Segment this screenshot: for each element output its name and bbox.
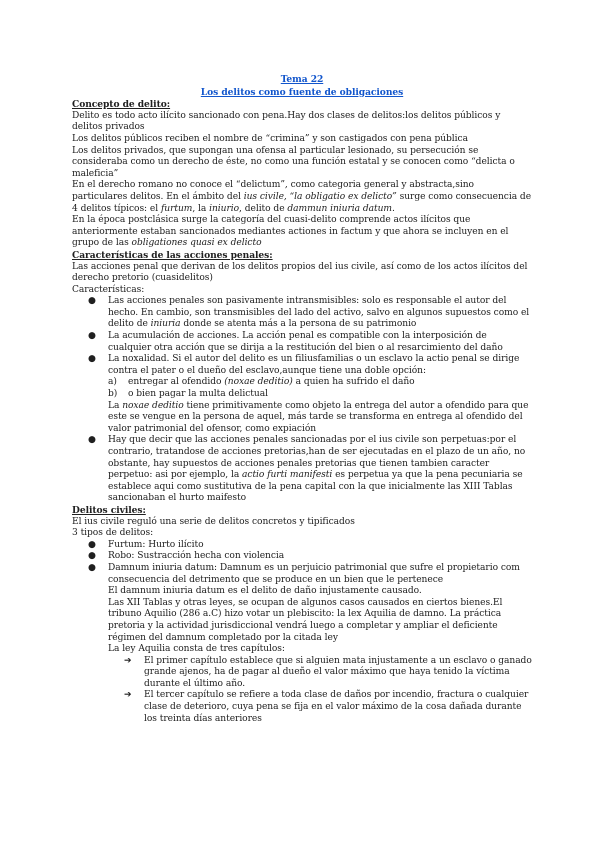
paragraph-label: Características:: [72, 284, 145, 295]
paragraph: El damnum iniuria datum es el delito de daño injustamente causado.: [108, 586, 422, 597]
document-page: [72, 74, 532, 725]
paragraph: Delito es todo acto ilícito sancionado con pena.Hay dos clases de delitos:los delitos públicos y delitos privados: [72, 110, 501, 133]
arrow-icon: ➔: [124, 690, 132, 701]
bullet-icon: ●: [88, 551, 96, 562]
list-item: ● Las acciones penales son pasivamente intransmisibles: solo es responsable el autor del hecho. En cambio, son transmisibles del lado del activo, salvo en algunos supuestos como el delito de iniuria donde se atenta más a la persona de su patrimonio: [88, 296, 530, 330]
list-item: ● Damnum iniuria datum: Damnum es un perjuicio patrimonial que sufre el propietario com consecuencia del detrimento que se produce en un bien que le pertenece: [88, 562, 520, 585]
paragraph: Los delitos públicos reciben el nombre de “crimina” y son castigados con pena pública: [72, 133, 468, 144]
paragraph: Las XII Tablas y otras leyes, se ocupan de algunos casos causados en ciertos bienes.El tribuno Aquilio (286 a.C) hizo votar un plebiscito: la lex Aquilia de damno. La práctica pretoria y la actividad jurisdiccional vendrá luego a completar y ampliar el deficiente régimen del damnum completado por la citada ley: [108, 597, 503, 643]
sub-item: b) o bien pagar la multa delictual: [108, 389, 268, 400]
paragraph: Los delitos privados, que supongan una ofensa al particular lesionado, su persecución se consideraba como un derecho de éste, no como una función estatal y se conocen como “delicta o maleficia”: [72, 145, 515, 179]
bullet-list: [72, 435, 532, 505]
bullet-icon: ●: [88, 354, 96, 365]
arrow-item: ➔ El primer capítulo establece que si alguien mata injustamente a un esclavo o ganado grande ajenos, ha de pagar al dueño el valor máximo que haya tenido la víctima durante el último año.: [124, 655, 532, 689]
bullet-icon: ●: [88, 539, 96, 550]
paragraph: En el derecho romano no conoce el “delictum”, como categoria general y abstracta,sino particulares delitos. En el ámbito del ius civile, “la obligatio ex delicto” surge como consecuencia de 4 delitos típicos: el furtum, la iniurio, delito de dammun iniuria datum.: [72, 180, 532, 214]
paragraph: La noxae deditio tiene primitivamente como objeto la entrega del autor a ofendido para que este se vengue en la persona de aquel, más tarde se transforma en entrega al ofendido del valor patrimonial del ofensor, como expiación: [108, 400, 529, 434]
bullet-list: [72, 540, 532, 586]
list-item: ● La noxalidad. Si el autor del delito es un filiusfamilias o un esclavo la actio penal se dirige contra el pater o el dueño del esclavo,aunque tiene una doble opción:: [88, 354, 520, 376]
list-item: ● Robo: Sustracción hecha con violencia: [88, 551, 285, 562]
title-line-1[interactable]: Tema 22: [280, 74, 324, 85]
paragraph: La ley Aquilia consta de tres capítulos:: [108, 644, 285, 655]
arrow-item: ➔ El tercer capítulo se refiere a toda clase de daños por incendio, fractura o cualquier clase de deterioro, cuya pena se fija en el valor máximo de la cosa dañada durante los treinta días anteriores: [124, 690, 529, 724]
title-line-2[interactable]: Los delitos como fuente de obligaciones: [200, 86, 404, 98]
paragraph: Las acciones penal que derivan de los delitos propios del ius civile, así como de los actos ilícitos del derecho pretorio (cuasidelitos): [72, 261, 528, 284]
section-heading-caracteristicas: Características de las acciones penales:: [72, 249, 273, 261]
paragraph: En la época postclásica surge la categoría del cuasi-delito comprende actos ilícitos que anteriormente estaban sancionados mediantes actiones in factum y que ahora se incluyen en el grupo de las obligationes quasi ex delicto: [72, 215, 509, 249]
list-item: ● Hay que decir que las acciones penales sancionadas por el ius civile son perpetuas:por el contrario, tratandose de acciones pretorias,han de ser ejecutadas en el plazo de un año, no obstante, hay supuestos de acciones penales pretorias que tienen tambien caracter perpetuo: asi por ejemplo, la actio furti manifesti es perpetua ya que la pena pecuniaria se establece aqui como sustitutiva de la pena capital con la que inicialmente las XIII Tablas sancionaban el hurto maifesto: [88, 435, 526, 504]
bullet-icon: ●: [88, 331, 96, 342]
list-item: ● Furtum: Hurto ilícito: [88, 539, 204, 550]
paragraph: 3 tipos de delitos:: [72, 528, 154, 539]
arrow-icon: ➔: [124, 655, 132, 666]
sub-item: a) entregar al ofendido (noxae deditio) a quien ha sufrido el daño: [108, 377, 415, 388]
bullet-icon: ●: [88, 435, 96, 446]
bullet-icon: ●: [88, 296, 96, 307]
bullet-icon: ●: [88, 562, 96, 573]
paragraph: El ius civile reguló una serie de delitos concretos y tipificados: [72, 516, 355, 527]
list-item: ● La acumulación de acciones. La acción penal es compatible con la interposición de cualquier otra acción que se dirija a la restitución del bien o al resarcimiento del daño: [88, 331, 503, 353]
section-heading-delitos-civiles: Delitos civiles:: [72, 504, 146, 516]
bullet-list: [72, 296, 532, 377]
section-heading-concepto: Concepto de delito:: [72, 99, 171, 111]
